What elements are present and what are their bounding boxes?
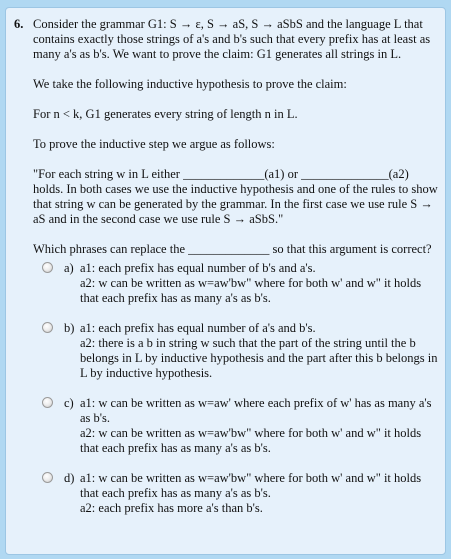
argument-text: "For each string w in L either _____________(a1) or ______________(a2) holds. In both cases we use the inductive hypothesis and one of the rules to show that string w can be generated by the grammar. In the first case we use rule S → aS and in the second case we use rule S → aSbS." (33, 167, 438, 226)
inductive-hypothesis: For n < k, G1 generates every string of length n in L. (33, 107, 298, 121)
question-card (5, 7, 446, 555)
radio-button-a[interactable] (42, 262, 53, 273)
option-a[interactable] (33, 261, 442, 306)
hypothesis-intro: We take the following inductive hypothesis to prove the claim: (33, 77, 347, 91)
option-label: d) (64, 471, 75, 485)
step-intro: To prove the inductive step we argue as follows: (33, 137, 275, 151)
option-label: a) (64, 261, 74, 275)
option-d-line-2: a2: each prefix has more a's than b's. (80, 501, 263, 515)
option-d[interactable] (33, 471, 442, 516)
question-prompt: Which phrases can replace the _____________ so that this argument is correct? (33, 242, 432, 256)
option-b[interactable] (33, 321, 442, 381)
radio-button-c[interactable] (42, 397, 53, 408)
question-content (11, 17, 442, 516)
radio-button-d[interactable] (42, 472, 53, 483)
option-c[interactable] (33, 396, 442, 456)
option-label: b) (64, 321, 75, 335)
option-label: c) (64, 396, 74, 410)
option-a-line-1: a1: each prefix has equal number of b's and a's. (80, 261, 316, 275)
option-c-line-2: a2: w can be written as w=aw'bw" where for both w' and w" it holds that each prefix has as many a's as b's. (80, 426, 422, 455)
question-body (33, 17, 442, 516)
option-d-line-1: a1: w can be written as w=aw'bw" where for both w' and w" it holds that each prefix has as many a's as b's. (80, 471, 422, 500)
question-number: 6. (14, 17, 24, 31)
option-b-line-2: a2: there is a b in string w such that the part of the string until the b belongs in L by inductive hypothesis and the part after this b belongs in L by inductive hypothesis. (80, 336, 438, 380)
option-a-line-2: a2: w can be written as w=aw'bw" where for both w' and w" it holds that each prefix has as many a's as b's. (80, 276, 422, 305)
radio-button-b[interactable] (42, 322, 53, 333)
option-c-line-1: a1: w can be written as w=aw' where each prefix of w' has as many a's as b's. (80, 396, 432, 425)
answer-options (33, 261, 442, 516)
option-b-line-1: a1: each prefix has equal number of a's and b's. (80, 321, 316, 335)
question-intro: Consider the grammar G1: S → ε, S → aS, S → aSbS and the language L that contains exactly those strings of a's and b's such that every prefix has at least as many a's as b's. We want to prove the claim: G1 generates all strings in L. (33, 17, 431, 61)
